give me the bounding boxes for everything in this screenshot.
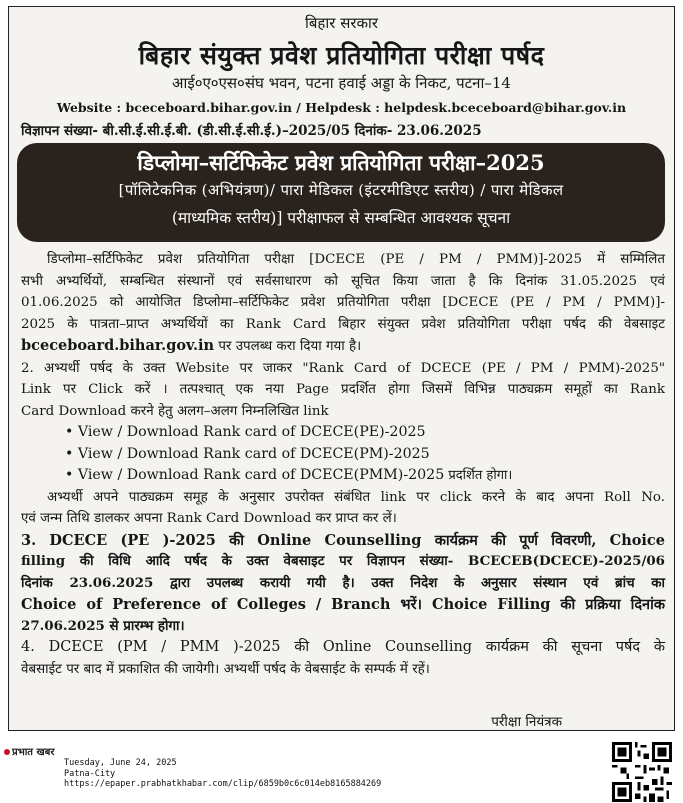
banner-title: डिप्लोमा–सर्टिफिकेट प्रवेश प्रतियोगिता परीक्षा–2025: [137, 150, 545, 175]
para3-line: Choice of Preference of Colleges / Branch भरें। Choice Filling की प्रक्रिया दिनांक: [21, 596, 665, 613]
para1-line: 2025 के पात्रता–प्राप्त अभ्यर्थियों का Rank Card बिहार संयुक्त प्रवेश प्रतियोगिता परीक्षा पर्षद की वेबसाइट: [21, 316, 665, 332]
website-bold: bceceboard.bihar.gov.in: [21, 337, 215, 354]
rank-card-link-pe[interactable]: • View / Download Rank card of DCECE(PE)-2025: [65, 424, 426, 440]
clip-edition: Patna-City: [64, 768, 116, 779]
board-name: बिहार संयुक्त प्रवेश प्रतियोगिता परीक्षा पर्षद: [138, 41, 545, 70]
epaper-footer: [0, 738, 683, 803]
website-label: Website :: [56, 100, 126, 115]
clip-meta: [64, 758, 381, 790]
board-address: आई०ए०एस०संघ भवन, पटना हवाई अड्डा के निकट, पटना–14: [172, 74, 511, 92]
para2-line: Link पर Click करें । तत्पश्चात् एक नया Page प्रदर्शित होगा जिसमें विभिन्न पाठ्यक्रम समूहों का Rank: [21, 382, 665, 397]
advertisement-number: विज्ञापन संख्या- बी.सी.ई.सी.ई.बी. (डी.सी.ई.सी.ई.)–2025/05 दिनांक- 23.06.2025: [21, 123, 482, 139]
para2-line: एवं जन्म तिथि डालकर अपना Rank Card Download कर प्राप्त कर लें।: [21, 511, 397, 526]
para1-line: डिप्लोमा–सर्टिफिकेट प्रवेश प्रतियोगिता परीक्षा [DCECE (PE / PM / PMM)]-2025 में सम्मिलित: [47, 252, 665, 267]
government-header: बिहार सरकार: [304, 14, 379, 32]
logo-text: प्रभात खबर: [12, 747, 55, 758]
signature-controller: परीक्षा नियंत्रक: [491, 714, 562, 730]
notice-title-banner: [17, 143, 665, 242]
logo-dot-icon: [4, 749, 10, 755]
banner-subtitle-2: (माध्यमिक स्तरीय)] परीक्षाफल से सम्बन्धित आवश्यक सूचना: [171, 209, 511, 227]
rank-card-link-pmm[interactable]: [21, 465, 665, 487]
para2-line: 2. अभ्यर्थी पर्षद के उक्त Website पर जाकर "Rank Card of DCECE (PE / PM / PMM)-2025": [21, 360, 665, 376]
rank-card-link-pmm-tail: प्रदर्शित होगा।: [444, 468, 513, 483]
para4-line: वेबसाईट पर बाद में प्रकाशित की जायेगी। अभ्यर्थी पर्षद के वेबसाईट के सम्पर्क में रहें।: [21, 661, 430, 677]
notice-body: [21, 249, 665, 680]
para3-line: filling की विधि आदि पर्षद के उक्त वेबसाइट पर विज्ञापन संख्या- BCECEB(DCECE)-2025/06: [21, 553, 665, 569]
notice-advertisement: [8, 6, 675, 731]
qr-code-icon[interactable]: [612, 742, 672, 802]
banner-subtitle-1: [पॉलिटेकनिक (अभियंत्रण)/ पारा मेडिकल (इंटरमीडिएट स्तरीय) / पारा मेडिकल: [118, 181, 564, 199]
para1-line-rest: पर उपलब्ध करा दिया गया है।: [214, 339, 362, 354]
clip-url[interactable]: https://epaper.prabhatkhabar.com/clip/6859b0c6c014eb8165884269: [64, 779, 382, 789]
rank-card-link-pmm-text: • View / Download Rank card of DCECE(PMM)-2025: [65, 467, 445, 483]
rank-card-link-pm[interactable]: • View / Download Rank card of DCECE(PM)-2025: [65, 445, 430, 462]
para3-line: 3. DCECE (PE )-2025 की Online Counselling कार्यक्रम की पूर्ण विवरणी, Choice: [21, 531, 665, 549]
para1-line: सभी अभ्यर्थियों, सम्बन्धित संस्थानों एवं सर्वसाधारण को सूचित किया जाता है कि दिनांक 31.05.2025 एवं: [21, 273, 665, 289]
para1-line: [21, 335, 665, 358]
para1-line: 01.06.2025 को आयोजित डिप्लोमा–सर्टिफिकेट प्रवेश प्रतियोगिता परीक्षा [DCECE (PE / PM / PMM)]-: [21, 295, 665, 310]
para3-line: 27.06.2025 से प्रारम्भ होगा।: [21, 617, 185, 634]
helpdesk-label: / Helpdesk :: [291, 100, 385, 115]
para2-line: Card Download करने हेतु अलग–अलग निम्नलिखित link: [21, 403, 329, 419]
para2-line: अभ्यर्थी अपने पाठ्यक्रम समूह के अनुसार उपरोक्त संबंधित link पर click करने के बाद अपना Roll No.: [47, 489, 665, 505]
website-link[interactable]: bceceboard.bihar.gov.in: [125, 100, 292, 115]
para4-line: 4. DCECE (PM / PMM )-2025 की Online Counselling कार्यक्रम की सूचना पर्षद के: [21, 639, 665, 655]
newspaper-logo: [4, 744, 60, 760]
helpdesk-email[interactable]: helpdesk.bceceboard@bihar.gov.in: [384, 100, 627, 115]
para3-line: दिनांक 23.06.2025 द्वारा उपलब्ध करायी गयी है। उक्त निदेश के अनुसार संस्थान एवं ब्रांच का: [21, 574, 665, 591]
contact-line: [9, 100, 674, 115]
clip-date: Tuesday, June 24, 2025: [64, 758, 177, 768]
